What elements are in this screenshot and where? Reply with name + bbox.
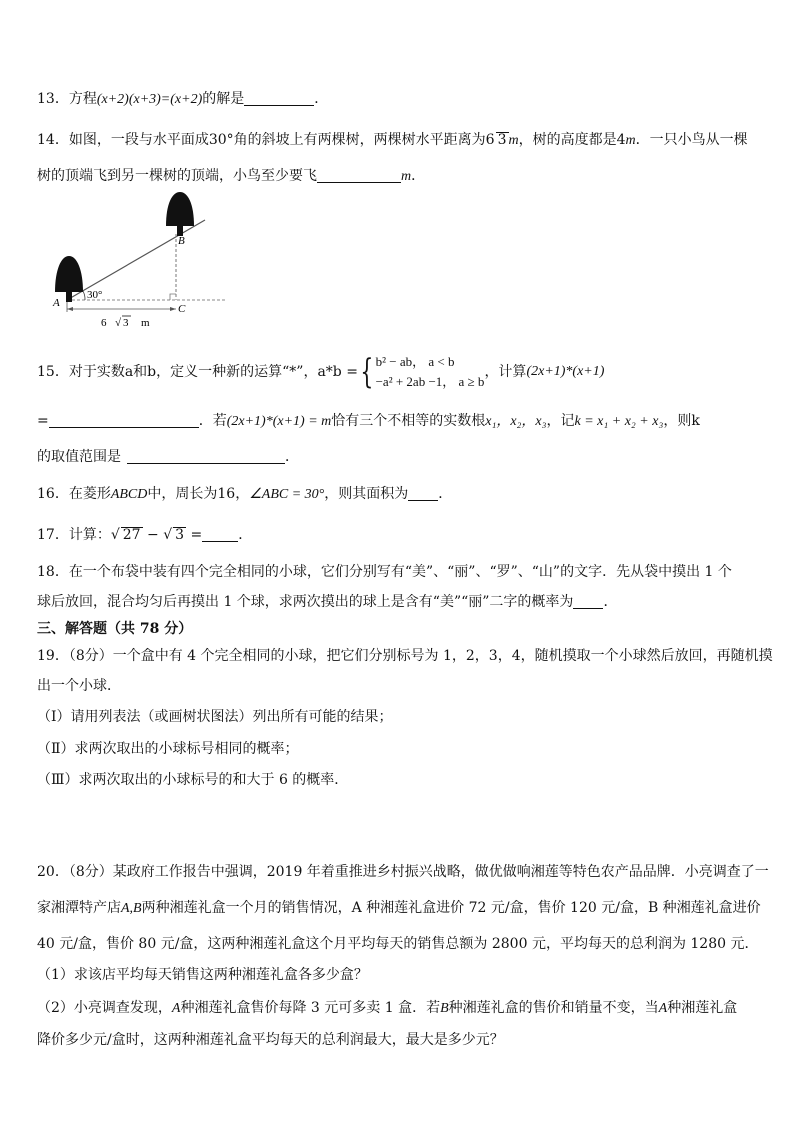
question-20-part1: （1）求该店平均每天销售这两种湘莲礼盒各多少盒？ — [37, 967, 368, 983]
svg-text:√: √ — [115, 317, 122, 329]
question-20-line2: 家湘潭特产店A,B两种湘莲礼盒一个月的销售情况，A 种湘莲礼盒进价 72 元/盒，售价 120 元/盒，B 种湘莲礼盒进价 — [37, 900, 761, 916]
question-19-line1: 19．（8分）一个盒中有 4 个完全相同的小球，把它们分别标号为 1，2，3，4，随机摸取一个小球然后放回，再随机摸 — [37, 648, 773, 664]
answer-blank — [244, 91, 314, 106]
tree-b-icon — [166, 192, 194, 226]
piecewise-cases: b² − ab， a < b −a² + 2ab −1， a ≥ b — [375, 354, 485, 389]
angle-label: 30° — [87, 289, 103, 301]
answer-blank — [49, 413, 199, 428]
right-angle-mark — [170, 294, 176, 300]
question-18-line2: 球后放回，混合均匀后再摸出 1 个球，求两次摸出的球上是含有“美”“丽”二字的概率为 ． — [37, 594, 618, 610]
slope-figure — [45, 192, 235, 332]
answer-blank — [573, 594, 603, 609]
sqrt: 3 — [497, 132, 507, 148]
tree-a-icon — [55, 256, 83, 292]
brace: { — [360, 352, 374, 392]
equation: (x+2)(x+3)=(x+2) — [96, 92, 203, 107]
question-19-part1: （Ⅰ）请用列表法（或画树状图法）列出所有可能的结果； — [37, 709, 393, 725]
question-20-part2: （2）小亮调查发现，A种湘莲礼盒售价每降 3 元可多卖 1 盒．若B种湘莲礼盒的售价和销量不变，当A种湘莲礼盒 — [37, 1000, 738, 1016]
sqrt: 27 — [122, 527, 141, 543]
sqrt: 3 — [175, 527, 185, 543]
question-19-part3: （Ⅲ）求两次取出的小球标号的和大于 6 的概率． — [37, 772, 349, 788]
dimension-coef: 6 — [101, 317, 107, 329]
question-20-part3: 降价多少元/盒时，这两种湘莲礼盒平均每天的总利润最大，最大是多少元？ — [37, 1032, 504, 1048]
slope-line — [67, 220, 205, 300]
question-20-line1: 20．（8分）某政府工作报告中强调，2019 年着重推进乡村振兴战略，做优做响湘莲等特色农产品品牌．小亮调查了一 — [37, 864, 769, 880]
question-17: 17．计算：√ 27 − √ 3 = ． — [37, 527, 253, 543]
label-b: B — [178, 235, 185, 247]
label-c: C — [178, 303, 186, 315]
question-number: 13． — [37, 91, 69, 107]
answer-blank — [127, 449, 285, 464]
dimension-rad: 3 — [123, 317, 129, 329]
answer-blank — [408, 486, 438, 501]
question-15-line2: = ．若(2x+1)*(x+1) = m恰有三个不相等的实数根x₁，x₂，x₃，记k = x₁ + x₂ + x₃，则k — [37, 413, 700, 429]
question-13: 13．方程(x+2)(x+3)=(x+2)的解是 ． — [37, 91, 329, 107]
question-19-part2: （Ⅱ）求两次取出的小球标号相同的概率； — [37, 741, 299, 757]
question-14-line2: 树的顶端飞到另一棵树的顶端，小鸟至少要飞 m． — [37, 168, 426, 184]
question-15-line1: 15．对于实数a和b，定义一种新的运算“*”，a*b ={ b² − ab， a < b −a² + 2ab −1， a ≥ b ，计算(2x+1)*(x+1) — [37, 352, 605, 392]
section-title: 三、解答题（共 78 分） — [37, 621, 193, 637]
answer-blank — [317, 168, 401, 183]
dimension-unit: m — [141, 317, 150, 329]
question-15-line3: 的取值范围是 ． — [37, 449, 299, 465]
angle-arc — [83, 291, 85, 300]
question-20-line3: 40 元/盒，售价 80 元/盒，这两种湘莲礼盒这个月平均每天的销售总额为 2800 元，平均每天的总利润为 1280 元． — [37, 936, 759, 952]
answer-blank — [202, 527, 238, 542]
question-18-line1: 18．在一个布袋中装有四个完全相同的小球，它们分别写有“美”、“丽”、“罗”、“山”的文字．先从袋中摸出 1 个 — [37, 564, 732, 580]
label-a: A — [53, 297, 60, 309]
question-16: 16．在菱形ABCD中，周长为16，∠ABC = 30°，则其面积为 ． — [37, 486, 453, 502]
question-19-line2: 出一个小球． — [37, 678, 121, 694]
question-14-line1: 14．如图，一段与水平面成30°角的斜坡上有两棵树，两棵树水平距离为6 3 m，树的高度都是4m．一只小鸟从一棵 — [37, 132, 748, 148]
